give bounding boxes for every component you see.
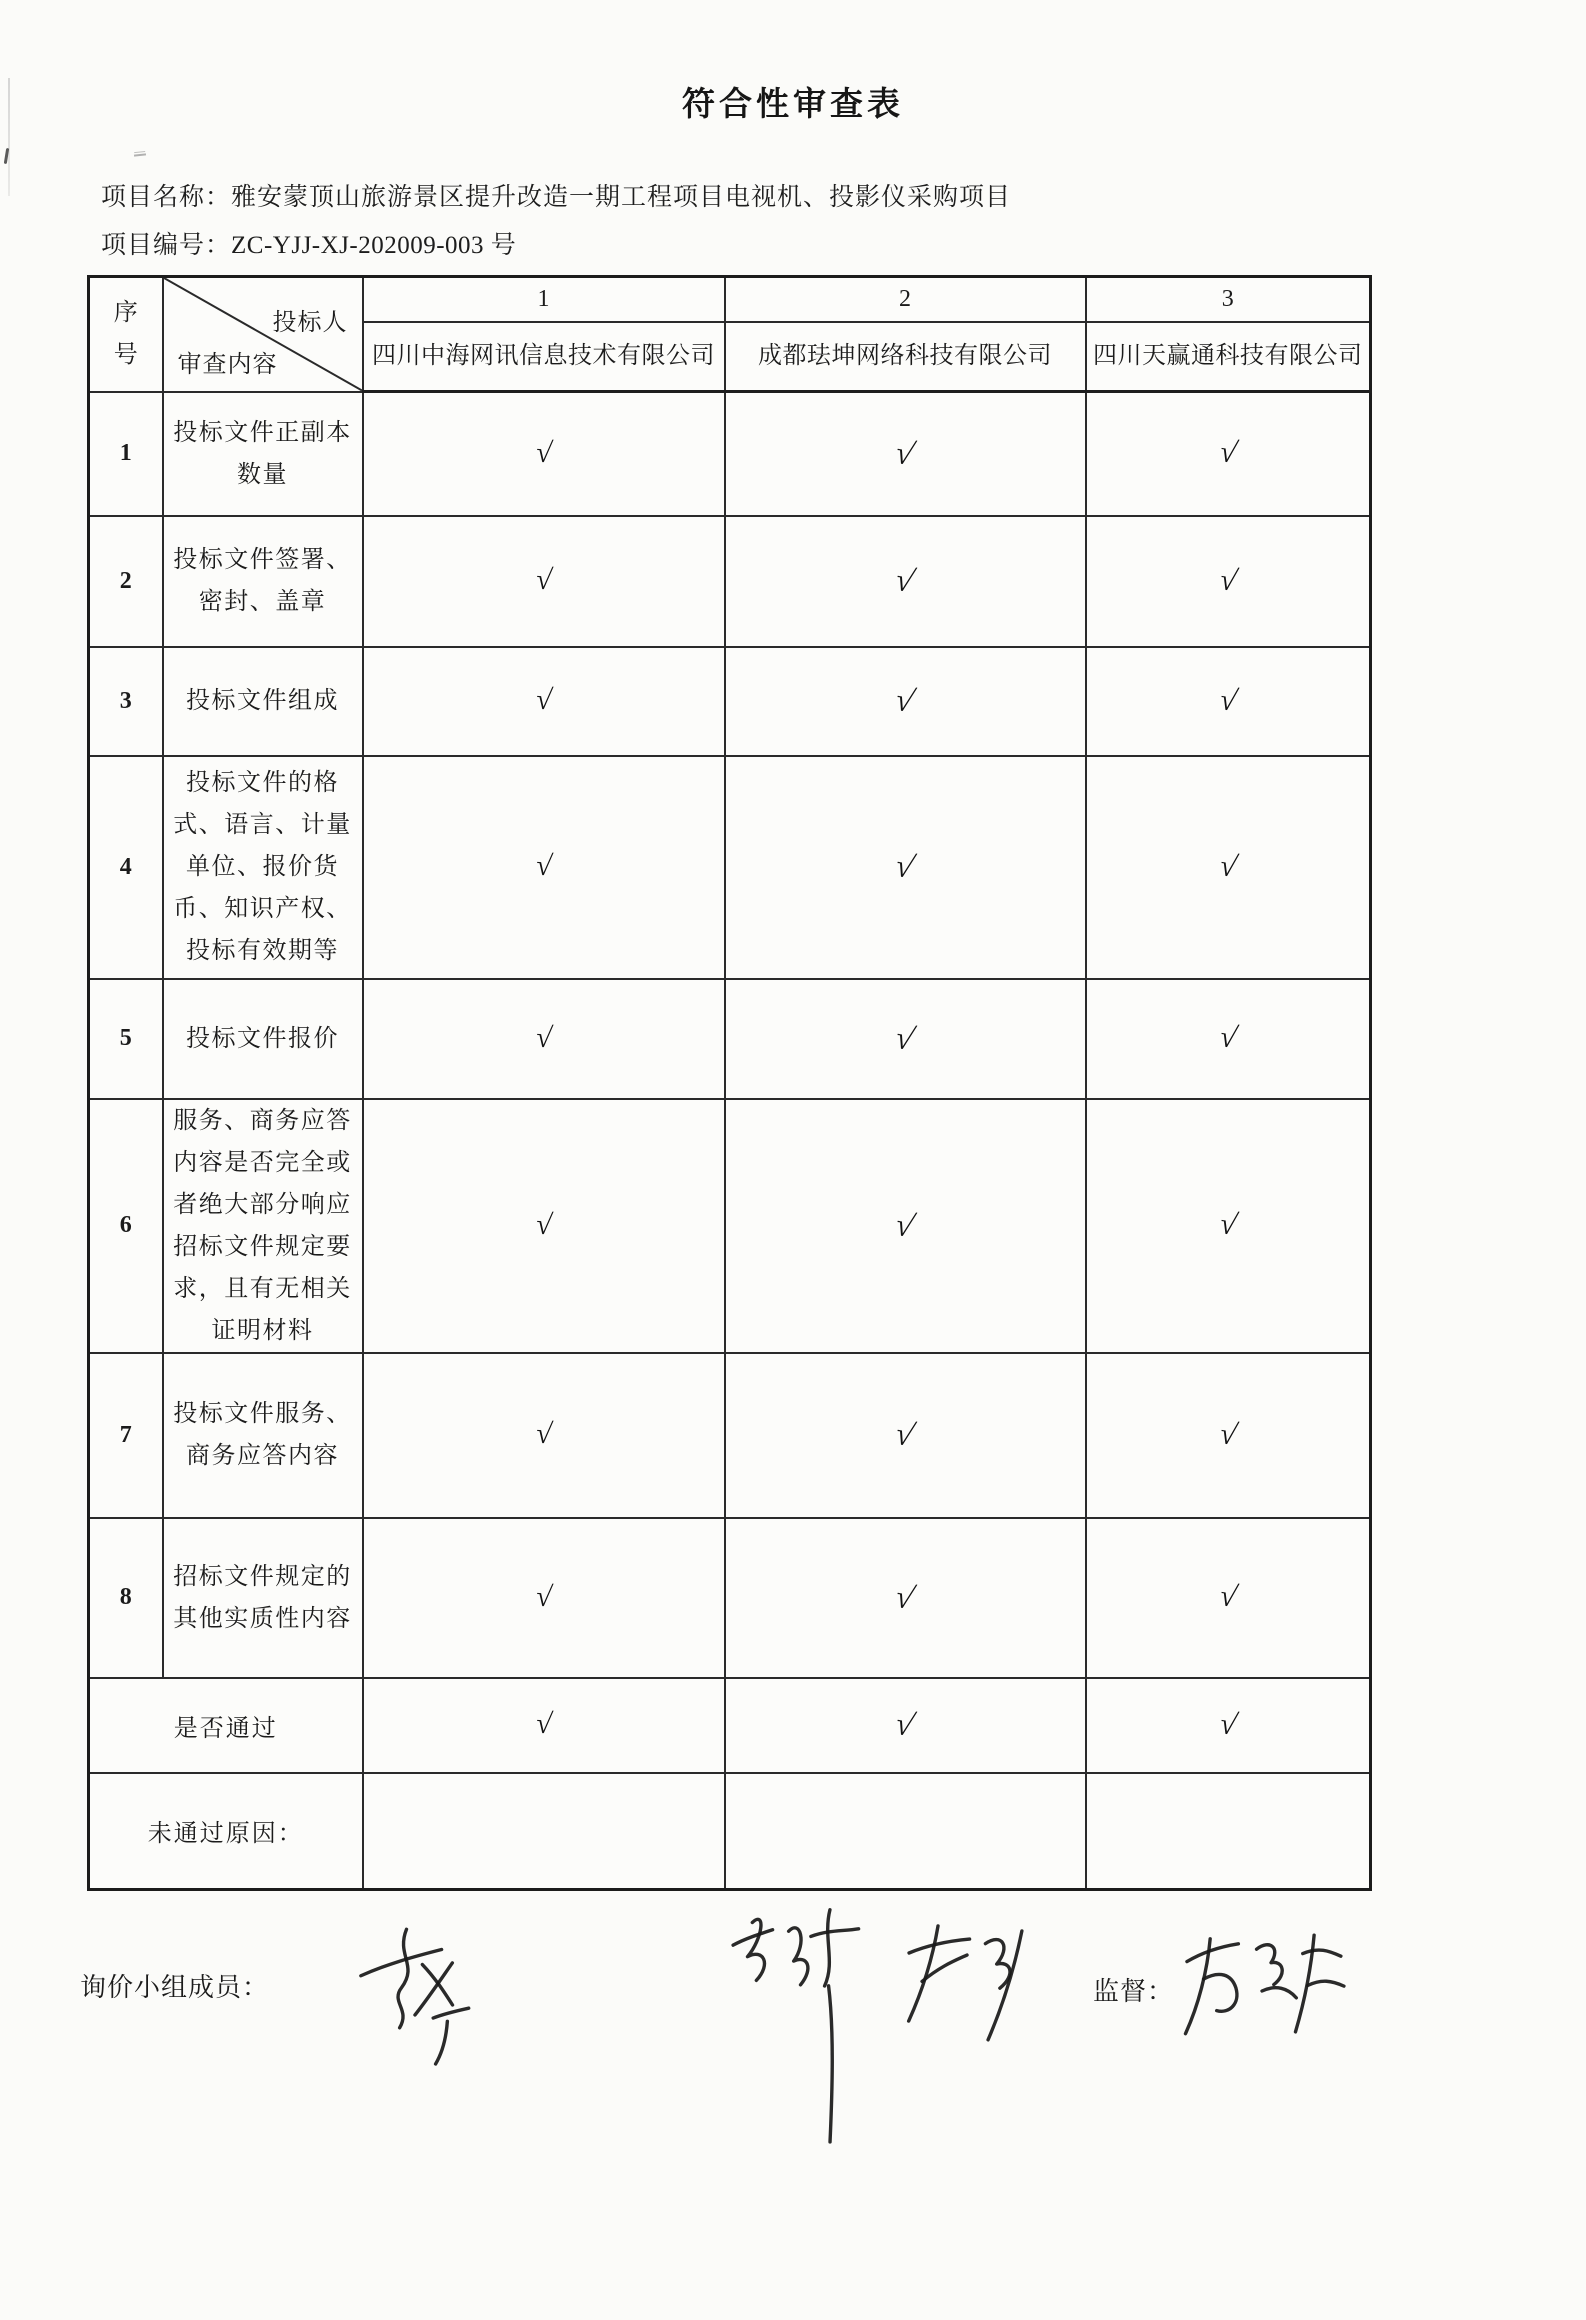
check-mark: √	[1215, 1416, 1240, 1452]
project-number-value: ZC-YJJ-XJ-202009-003 号	[231, 232, 517, 259]
check-mark: √	[1215, 848, 1240, 884]
row-number: 2	[89, 516, 163, 647]
supervisor-label: 监督：	[1093, 1977, 1175, 2006]
check-mark: √	[533, 1021, 554, 1054]
check-cell	[725, 516, 1086, 647]
check-cell	[1086, 979, 1371, 1099]
review-content: 投标文件服务、商务应答内容	[163, 1353, 363, 1518]
table-row	[89, 647, 1371, 756]
check-cell	[1086, 1678, 1371, 1773]
check-mark: √	[533, 1417, 554, 1451]
fail-reason-cell	[363, 1773, 725, 1890]
pass-row	[89, 1678, 1371, 1773]
member-signature-2	[718, 1898, 877, 2155]
row-number: 7	[89, 1353, 163, 1518]
check-cell	[725, 1353, 1086, 1518]
check-mark: √	[891, 561, 919, 599]
check-mark: √	[891, 847, 919, 885]
check-cell	[363, 516, 725, 647]
check-cell	[363, 1099, 725, 1353]
bidder-name-3: 四川天赢通科技有限公司	[1086, 322, 1371, 392]
project-name-label: 项目名称：	[101, 184, 232, 211]
check-mark: √	[533, 1208, 554, 1241]
project-number-line	[101, 225, 1586, 261]
check-cell	[725, 756, 1086, 979]
check-mark: √	[891, 1705, 919, 1743]
review-content: 投标文件正副本数量	[163, 392, 363, 516]
project-number-label: 项目编号：	[101, 232, 232, 259]
review-content: 投标文件的格式、语言、计量单位、报价货币、知识产权、投标有效期等	[163, 756, 363, 979]
signature-footer	[0, 1915, 1586, 2245]
bidder-number-1: 1	[363, 277, 725, 322]
fail-reason-cell	[725, 1773, 1086, 1890]
table-row	[89, 756, 1371, 979]
table-row	[89, 1353, 1371, 1518]
check-cell	[1086, 1353, 1371, 1518]
table-row	[89, 1099, 1371, 1353]
project-name-value: 雅安蒙顶山旅游景区提升改造一期工程项目电视机、投影仪采购项目	[231, 184, 1012, 211]
check-mark: √	[891, 1205, 919, 1244]
check-mark: √	[1215, 1706, 1240, 1742]
fail-reason-label: 未通过原因：	[89, 1773, 363, 1890]
check-mark: √	[533, 849, 554, 883]
review-content: 服务、商务应答内容是否完全或者绝大部分响应招标文件规定要求，且有无相关证明材料	[163, 1099, 363, 1353]
review-content: 投标文件组成	[163, 647, 363, 756]
check-cell	[725, 647, 1086, 756]
check-cell	[1086, 756, 1371, 979]
review-content: 招标文件规定的其他实质性内容	[163, 1518, 363, 1678]
check-mark: √	[1215, 1579, 1240, 1614]
diagonal-header-cell	[163, 277, 363, 392]
check-mark: √	[1215, 562, 1240, 598]
bidder-number-3: 3	[1086, 277, 1371, 322]
check-cell	[1086, 516, 1371, 647]
check-mark: √	[891, 1018, 919, 1057]
row-number: 1	[89, 392, 163, 516]
check-cell	[363, 647, 725, 756]
seq-header-cell	[89, 277, 163, 392]
check-cell	[1086, 1099, 1371, 1353]
check-cell	[1086, 647, 1371, 756]
fail-reason-row	[89, 1773, 1371, 1890]
row-number: 5	[89, 979, 163, 1099]
scan-edge-artifact	[8, 78, 10, 196]
seq-header-label: 序号	[113, 300, 138, 369]
check-mark: √	[891, 681, 919, 719]
inquiry-team-members-label: 询价小组成员：	[80, 1973, 270, 2002]
table-row	[89, 1518, 1371, 1678]
member-signature-1	[344, 1918, 484, 2075]
check-cell	[363, 979, 725, 1099]
check-cell	[363, 1353, 725, 1518]
check-cell	[363, 756, 725, 979]
bidder-number-2: 2	[725, 277, 1086, 322]
check-mark: √	[533, 683, 554, 717]
check-cell	[363, 1518, 725, 1678]
check-cell	[1086, 392, 1371, 516]
compliance-table	[87, 275, 1372, 1891]
bidder-name-1: 四川中海网讯信息技术有限公司	[363, 322, 725, 392]
member-signature-3	[894, 1917, 1038, 2052]
check-cell	[363, 1678, 725, 1773]
check-cell	[363, 392, 725, 516]
check-mark: √	[1215, 1020, 1240, 1055]
supervisor-signature	[1174, 1922, 1350, 2058]
pass-label: 是否通过	[89, 1678, 363, 1773]
page-title: 符合性审查表	[682, 87, 904, 123]
corner-label-review-content: 审查内容	[177, 351, 278, 378]
review-content: 投标文件报价	[163, 979, 363, 1099]
scan-smudge-mark	[134, 153, 146, 156]
fail-reason-cell	[1086, 1773, 1371, 1890]
check-cell	[725, 392, 1086, 516]
row-number: 8	[89, 1518, 163, 1678]
check-mark: √	[1215, 435, 1240, 471]
check-mark: √	[533, 1580, 554, 1613]
check-mark: √	[891, 1415, 919, 1453]
check-cell	[725, 1099, 1086, 1353]
bidder-name-2: 成都珐坤网络科技有限公司	[725, 322, 1086, 392]
row-number: 4	[89, 756, 163, 979]
check-mark: √	[1215, 1207, 1240, 1242]
check-mark: √	[891, 433, 919, 472]
check-cell	[725, 1678, 1086, 1773]
table-row	[89, 516, 1371, 647]
check-mark: √	[891, 1577, 919, 1616]
project-name-line	[101, 177, 1586, 213]
check-mark: √	[533, 1707, 554, 1741]
check-cell	[1086, 1518, 1371, 1678]
corner-label-bidder: 投标人	[272, 310, 348, 336]
row-number: 6	[89, 1099, 163, 1353]
row-number: 3	[89, 647, 163, 756]
check-mark: √	[533, 563, 554, 597]
check-cell	[725, 1518, 1086, 1678]
review-content: 投标文件签署、密封、盖章	[163, 516, 363, 647]
table-row	[89, 979, 1371, 1099]
check-mark: √	[533, 436, 554, 470]
table-row	[89, 392, 1371, 516]
check-mark: √	[1215, 682, 1240, 718]
check-cell	[725, 979, 1086, 1099]
